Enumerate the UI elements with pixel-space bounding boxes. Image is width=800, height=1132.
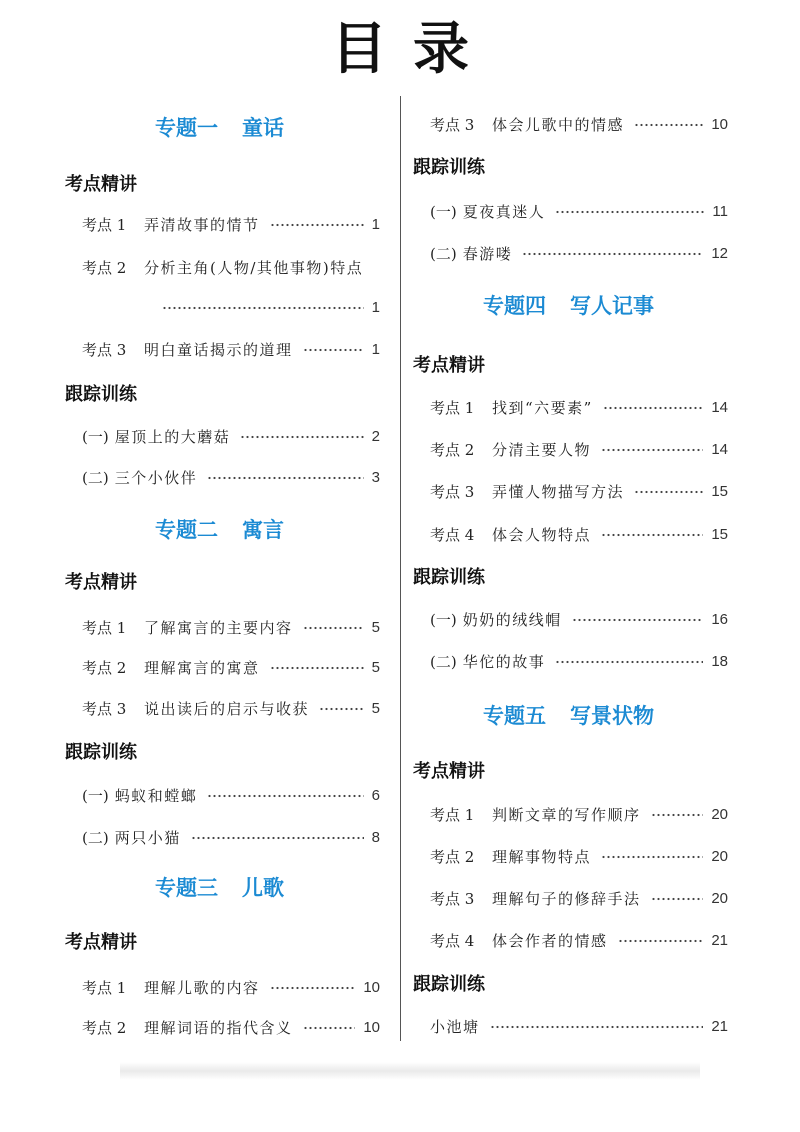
toc-entry [430,521,728,549]
entry-text: 春游喽 [462,245,513,263]
dot-leader [634,490,703,494]
toc-entry [430,927,728,955]
entry-text: 明白童话揭示的道理 [144,341,293,359]
topic-label: 专题一 [155,116,218,140]
entry-number: 考点 1 [430,806,475,824]
entry-text: 三个小伙伴 [114,469,198,487]
topic-label: 专题三 [155,876,218,900]
entry-text: 理解句子的修辞手法 [492,890,641,908]
entry-text: 找到“六要素” [492,399,593,417]
dot-leader [651,813,704,817]
page-number: 15 [711,526,728,543]
dot-leader [522,252,703,256]
entry-text: 理解词语的指代含义 [144,1019,293,1037]
entry-text: 体会儿歌中的情感 [492,116,625,134]
entry-text: 了解寓言的主要内容 [144,619,293,637]
entry-number: (二) [82,829,109,847]
topic-name: 儿歌 [242,876,284,900]
toc-entry [430,843,728,871]
toc-entry [82,695,380,723]
page-number: 10 [711,116,728,133]
toc-entry [82,654,380,682]
section-title: 跟踪训练 [65,742,137,763]
dot-leader [601,448,703,452]
toc-entry [430,436,728,464]
dot-leader [603,406,703,410]
dot-leader [240,435,363,439]
page-number: 1 [371,299,380,316]
toc-entry [82,254,380,282]
entry-number: 考点 1 [82,216,127,234]
entry-text: 蚂蚁和螳螂 [114,787,198,805]
entry-number: 考点 2 [430,441,475,459]
dot-leader [555,210,704,214]
entry-text: 体会作者的情感 [492,932,608,950]
toc-entry [82,614,380,642]
page-number: 1 [371,216,380,233]
topic-label: 专题五 [483,704,546,728]
topic-heading [155,112,284,144]
dot-leader [207,476,363,480]
topic-name: 寓言 [242,518,284,542]
toc-entry [430,394,728,422]
topic-heading [483,290,654,322]
entry-number: (二) [82,469,109,487]
section-title: 跟踪训练 [413,567,485,588]
toc-entry [82,1014,380,1042]
entry-number: 考点 2 [430,848,475,866]
dot-leader [270,223,364,227]
entry-number: 考点 3 [82,341,127,359]
entry-number: 考点 3 [430,483,475,501]
dot-leader [303,348,364,352]
topic-heading [483,700,654,732]
page-number: 18 [711,653,728,670]
topic-name: 写人记事 [570,294,654,318]
entry-text: 两只小猫 [114,829,181,847]
dot-leader [207,794,363,798]
page-number: 20 [711,848,728,865]
entry-number: 考点 4 [430,932,475,950]
section-title: 考点精讲 [65,174,137,195]
page-number: 20 [711,890,728,907]
topic-name: 写景状物 [570,704,654,728]
topic-label: 专题二 [155,518,218,542]
section-title: 考点精讲 [413,761,485,782]
toc-entry [430,801,728,829]
entry-text: 理解事物特点 [492,848,592,866]
section-title: 跟踪训练 [413,974,485,995]
entry-number: (一) [430,611,457,629]
dot-leader [601,533,703,537]
entry-number: (二) [430,653,457,671]
dot-leader [303,626,364,630]
toc-entry [430,885,728,913]
page-number: 15 [711,483,728,500]
topic-name: 童话 [242,116,284,140]
entry-number: 考点 1 [82,619,127,637]
page-number: 8 [371,829,380,846]
page-number: 10 [363,979,380,996]
toc-entry-continuation [162,294,380,322]
page-number: 14 [711,399,728,416]
entry-text: 分析主角(人物/其他事物)特点 [144,259,364,277]
entry-number: 考点 3 [82,700,127,718]
toc-entry [430,240,728,268]
page-number: 11 [712,203,728,220]
toc-entry [430,478,728,506]
dot-leader [651,897,704,901]
toc-entry [82,336,380,364]
toc-entry [430,111,728,139]
entry-text: 小池塘 [430,1018,480,1036]
dot-leader [572,618,704,622]
entry-text: 奶奶的绒线帽 [462,611,562,629]
entry-number: 考点 2 [82,659,127,677]
section-title: 考点精讲 [65,572,137,593]
entry-text: 理解寓言的寓意 [144,659,260,677]
dot-leader [555,660,703,664]
entry-text: 华佗的故事 [462,653,546,671]
dot-leader [618,939,704,943]
page-number: 3 [371,469,380,486]
entry-number: 考点 2 [82,1019,127,1037]
toc-entry [430,606,728,634]
page-number: 20 [711,806,728,823]
page-number: 5 [371,659,380,676]
entry-text: 夏夜真迷人 [462,203,546,221]
dot-leader [634,123,703,127]
toc-entry [82,211,380,239]
page-number: 1 [371,341,380,358]
entry-number: (一) [82,787,109,805]
dot-leader [162,306,364,310]
toc-entry [82,782,380,810]
entry-number: 考点 1 [430,399,475,417]
entry-text: 弄清故事的情节 [144,216,260,234]
dot-leader [303,1026,356,1030]
entry-text: 体会人物特点 [492,526,592,544]
toc-entry [82,464,380,492]
page-number: 14 [711,441,728,458]
toc-entry [430,1013,728,1041]
topic-label: 专题四 [483,294,546,318]
page-title: 目录 [331,16,495,82]
entry-number: 考点 1 [82,979,127,997]
dot-leader [270,666,364,670]
toc-entry [430,198,728,226]
dot-leader [191,836,364,840]
entry-text: 判断文章的写作顺序 [492,806,641,824]
entry-number: 考点 3 [430,116,475,134]
page-number: 21 [711,1018,728,1035]
scan-shadow [120,1062,700,1080]
section-title: 考点精讲 [65,932,137,953]
section-title: 跟踪训练 [413,157,485,178]
topic-heading [155,514,284,546]
toc-entry [430,648,728,676]
page-number: 16 [711,611,728,628]
toc-entry [82,423,380,451]
entry-number: (一) [430,203,457,221]
entry-text: 说出读后的启示与收获 [144,700,310,718]
page-number: 5 [371,619,380,636]
page-number: 6 [371,787,380,804]
page-number: 21 [711,932,728,949]
entry-text: 分清主要人物 [492,441,592,459]
page-number: 12 [711,245,728,262]
entry-number: 考点 2 [82,259,127,277]
entry-text: 弄懂人物描写方法 [492,483,625,501]
topic-heading [155,872,284,904]
page-number: 10 [363,1019,380,1036]
section-title: 跟踪训练 [65,384,137,405]
entry-text: 理解儿歌的内容 [144,979,260,997]
entry-number: 考点 3 [430,890,475,908]
toc-entry [82,974,380,1002]
entry-text: 屋顶上的大蘑菇 [114,428,231,446]
entry-number: (二) [430,245,457,263]
page-number: 2 [371,428,380,445]
section-title: 考点精讲 [413,355,485,376]
column-divider [400,96,401,1041]
toc-entry [82,824,380,852]
dot-leader [270,986,356,990]
dot-leader [490,1025,704,1029]
entry-number: 考点 4 [430,526,475,544]
page-number: 5 [371,700,380,717]
dot-leader [319,707,364,711]
entry-number: (一) [82,428,109,446]
dot-leader [601,855,703,859]
